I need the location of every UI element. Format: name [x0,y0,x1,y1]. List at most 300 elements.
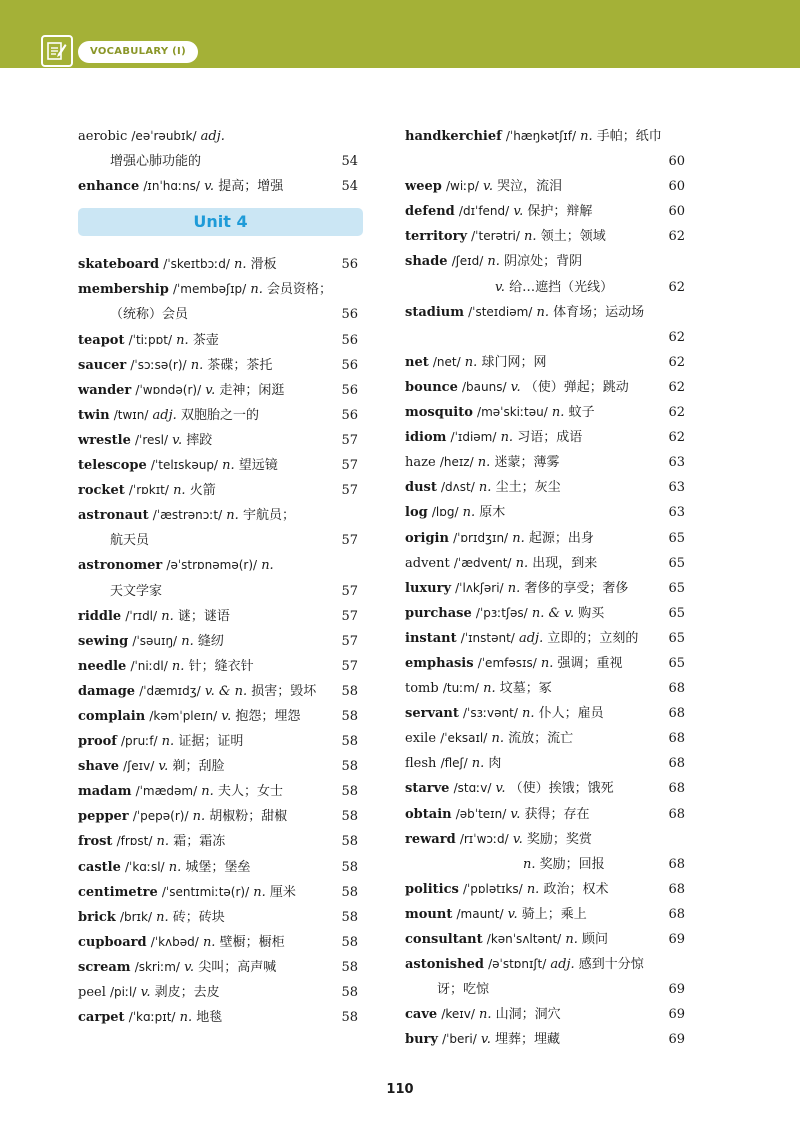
vocab-entry [78,629,363,654]
headword: bounce [405,379,458,395]
definition: 山洞；洞穴 [495,1007,561,1023]
phonetic: /əbˈteɪn/ [455,806,507,821]
definition: 骑上；乘上 [521,906,587,922]
part-of-speech: n. [261,558,274,574]
page-header-band [0,0,800,68]
vocab-entry-continuation [78,302,363,327]
phonetic: /ˈkʌbəd/ [150,934,199,949]
page-ref: 69 [668,982,685,998]
vocab-entry [405,475,690,500]
vocab-entry [405,902,690,927]
phonetic: /ʃeɪd/ [451,254,484,269]
headword: flesh [405,756,437,772]
definition: 流放；流亡 [508,731,574,747]
phonetic: /bauns/ [462,379,507,394]
vocab-entry [78,955,363,980]
part-of-speech: n. [507,580,521,596]
page-ref: 57 [341,483,358,499]
headword: shave [78,759,120,775]
headword: complain [78,708,146,724]
vocab-entry [78,174,363,199]
part-of-speech: n. [478,480,492,496]
phonetic: /wiːp/ [445,179,479,194]
definition: 霜；霜冻 [173,834,226,850]
part-of-speech: n. [526,881,540,897]
part-of-speech: adj. [518,630,544,646]
page-number: 110 [386,1082,414,1097]
headword: weep [405,179,442,195]
page-ref: 58 [341,859,358,875]
page-ref: 68 [668,681,685,697]
part-of-speech: n. [181,633,194,649]
definition: 缝纫 [197,633,224,649]
vocab-entry [405,877,690,902]
definition: 抱怨；埋怨 [235,708,301,724]
headword: haze [405,455,436,471]
part-of-speech: n. [222,458,235,474]
phonetic: /ˈsɜːvənt/ [463,706,518,721]
definition: 增强心肺功能的 [110,154,202,170]
phonetic: /ˈeksaɪl/ [440,731,488,746]
definition: 习语；成语 [517,430,583,446]
phonetic: /ˈrɒkɪt/ [128,483,169,498]
definition: 砖；砖块 [172,909,225,925]
page-ref: 56 [341,382,358,398]
part-of-speech: v. [221,708,232,724]
vocab-entry [78,980,363,1005]
definition: 仆人；雇员 [538,706,604,722]
part-of-speech: n. [524,229,537,245]
headword: consultant [405,932,483,947]
page-ref: 57 [341,608,358,624]
vocab-entry [405,350,690,375]
page-ref: 63 [668,505,685,521]
definition: 起源；出身 [528,530,594,546]
headword: defend [405,204,455,220]
part-of-speech: n. [234,257,247,273]
definition: 胡椒粉；甜椒 [209,809,288,825]
vocab-entry [78,453,363,478]
definition: 奖励；回报 [539,856,605,872]
definition: 针；缝衣针 [188,658,254,674]
page-ref: 68 [668,881,685,897]
part-of-speech: n. [464,354,478,370]
page-ref: 62 [668,229,685,245]
definition: 摔跤 [186,432,213,448]
page-ref: 69 [668,932,685,947]
vocab-entry [78,553,363,578]
part-of-speech: v. [513,204,524,220]
vocab-entry [78,754,363,779]
definition: 出现，到来 [532,555,598,571]
vocab-entry-continuation [405,149,690,174]
page-ref: 60 [668,204,685,220]
page-ref: 63 [668,455,685,471]
headword: aerobic [78,129,128,144]
vocab-entry [405,1002,690,1027]
vocab-entry [78,905,363,930]
part-of-speech: n. [190,357,204,373]
definition: 坟墓；冢 [499,681,552,697]
headword: brick [78,909,116,925]
definition: 剥皮；去皮 [154,985,220,1000]
headword: territory [405,229,467,245]
definition: 尘土；灰尘 [495,480,561,496]
part-of-speech: v. [480,1032,491,1048]
vocab-entry [78,604,363,629]
definition: 立即的；立刻的 [547,630,639,646]
part-of-speech: n. [201,784,214,800]
page-ref: 60 [668,179,685,195]
page-ref: 68 [668,856,685,872]
vocab-entry [405,601,690,626]
page-ref: 68 [668,731,685,747]
page-ref: 58 [341,784,358,800]
definition: 地毯 [196,1010,223,1026]
phonetic: /ˈɪnstənt/ [460,630,515,645]
part-of-speech: n. [462,505,476,521]
unit-heading-band [78,208,363,236]
definition: 感到十分惊 [578,957,644,973]
part-of-speech: n. [176,332,189,348]
phonetic: /ˈɒrɪdʒɪn/ [453,530,509,545]
headword: politics [405,881,459,897]
definition: 购买 [578,605,605,621]
right-column [405,124,690,1052]
page-ref: 57 [341,533,358,549]
vocab-entry [405,400,690,425]
part-of-speech: n. [161,734,175,750]
headword: exile [405,731,437,747]
phonetic: /kəmˈpleɪn/ [149,708,218,723]
definition: 迷蒙；薄雾 [494,455,560,471]
part-of-speech: v. & n. [204,683,248,699]
definition: 强调；重视 [557,655,623,671]
vocab-entry-continuation [405,977,690,1002]
vocab-entry [405,651,690,676]
part-of-speech: n. [536,304,549,320]
part-of-speech: n. [161,608,174,624]
definition: 望远镜 [238,458,278,474]
page-ref: 68 [668,806,685,822]
headword: astronomer [78,558,163,574]
definition: 航天员 [110,533,150,549]
page-ref: 65 [668,630,685,646]
phonetic: /ˈpɜːtʃəs/ [475,605,528,620]
vocab-entry [78,277,363,302]
part-of-speech: v. [184,959,195,975]
page-ref: 62 [668,329,685,345]
page-ref: 58 [341,708,358,724]
page-ref: 58 [341,884,358,900]
definition: 走神；闲逛 [219,382,285,398]
left-column [78,124,363,1030]
headword: dust [405,480,437,496]
part-of-speech: v. [510,806,521,822]
phonetic: /dʌst/ [441,480,475,495]
vocab-entry [78,353,363,378]
phonetic: /ˈdæmɪdʒ/ [139,683,201,698]
definition: 壁橱；橱柜 [219,934,285,950]
headword: shade [405,254,448,270]
page-ref: 58 [341,985,358,1000]
page-ref: 58 [341,759,358,775]
definition: （统称）会员 [110,307,189,323]
part-of-speech: n. [179,1010,193,1026]
definition: 会员资格； [267,282,333,298]
definition: 手帕；纸巾 [596,129,662,144]
definition: 原木 [479,505,506,521]
page-ref: 54 [341,154,358,170]
vocab-entry [78,855,363,880]
phonetic: /ˈpɒlətɪks/ [462,881,523,896]
vocab-entry [405,726,690,751]
page-ref: 62 [668,430,685,446]
part-of-speech: n. [192,809,206,825]
vocab-entry-continuation [405,852,690,877]
phonetic: /frɒst/ [116,834,153,849]
part-of-speech: n. [202,934,216,950]
page-ref: 56 [341,357,358,373]
vocab-entry [405,375,690,400]
definition: 讶；吃惊 [437,982,490,998]
page-ref: 63 [668,480,685,496]
phonetic: /ˈemfəsɪs/ [477,655,537,670]
vocab-entry-continuation [405,325,690,350]
phonetic: /ˈsentɪmiːtə(r)/ [161,884,250,899]
phonetic: /ˈsəuɪŋ/ [132,633,178,648]
phonetic: /ˈædvent/ [453,555,512,570]
part-of-speech: n. [540,655,554,671]
definition: 阴凉处；背阴 [504,254,583,270]
definition: （使）弹起；跳动 [524,379,629,395]
definition: 滑板 [250,257,277,273]
definition: 火箭 [189,483,216,499]
phonetic: /ˈmembəʃɪp/ [172,282,247,297]
definition: 剃；刮脸 [172,759,225,775]
page-ref: 57 [341,432,358,448]
part-of-speech: n. [580,129,593,144]
part-of-speech: n. [253,884,266,900]
part-of-speech: v. [140,985,151,1000]
vocab-entry [405,827,690,852]
phonetic: /fleʃ/ [440,756,468,771]
part-of-speech: n. [477,455,491,471]
part-of-speech: v. [158,759,169,775]
headword: teapot [78,332,125,348]
definition: 保护；辩解 [527,204,593,220]
page-ref: 62 [668,279,685,295]
headword: astonished [405,957,484,973]
page-ref: 58 [341,959,358,975]
headword: skateboard [78,257,160,273]
definition: 哭泣，流泪 [497,179,563,195]
headword: obtain [405,806,452,822]
page-ref: 65 [668,530,685,546]
headword: pepper [78,809,129,825]
definition: 尖叫；高声喊 [198,959,277,975]
vocab-entry [78,679,363,704]
part-of-speech: v. [172,432,183,448]
vocab-entry [78,880,363,905]
part-of-speech: adj. [152,407,177,423]
part-of-speech: v. [204,179,215,195]
phonetic: /ˈtelɪskəup/ [150,458,218,473]
phonetic: /rɪˈwɔːd/ [459,831,509,846]
headword: riddle [78,608,122,624]
vocab-entry [78,428,363,453]
vocab-entry [78,478,363,503]
page-ref: 57 [341,658,358,674]
headword: tomb [405,681,439,697]
phonetic: /məˈskiːtəu/ [477,405,548,420]
phonetic: /maunt/ [456,906,504,921]
page-ref: 60 [668,154,685,170]
headword: rocket [78,483,125,499]
headword: net [405,354,429,370]
phonetic: /stɑːv/ [453,781,492,796]
headword: frost [78,834,113,850]
page-ref: 57 [341,633,358,649]
definition: 茶碟；茶托 [207,357,273,373]
phonetic: /twɪn/ [113,407,149,422]
headword: telescope [78,458,147,474]
vocab-entry [78,804,363,829]
phonetic: /ˈpepə(r)/ [132,809,189,824]
definition: 给…遮挡（光线） [509,279,614,295]
part-of-speech: n. [156,834,170,850]
headword: astronaut [78,508,149,524]
phonetic: /ˈlʌkʃəri/ [455,580,504,595]
vocab-entry [405,927,690,952]
vocab-entry-continuation [405,275,690,300]
definition: 肉 [488,756,502,772]
definition: 奖励；奖赏 [526,831,592,847]
headword: twin [78,407,110,423]
definition: 获得；存在 [524,806,590,822]
vocab-entry [405,249,690,274]
part-of-speech: v. [507,906,518,922]
headword: reward [405,831,456,847]
entries-right [405,124,690,1052]
phonetic: /heɪz/ [439,455,474,470]
vocab-entry [405,174,690,199]
phonetic: /keɪv/ [441,1007,475,1022]
vocab-entry [405,952,690,977]
vocab-entry [78,779,363,804]
headword: centimetre [78,884,158,900]
headword: needle [78,658,127,674]
part-of-speech: n. [173,483,186,499]
phonetic: /lɒg/ [431,505,459,520]
definition: 谜；谜语 [177,608,230,624]
page-ref: 58 [341,934,358,950]
page-ref: 65 [668,555,685,571]
phonetic: /ˈɪdiəm/ [450,430,497,445]
headword: cupboard [78,934,147,950]
phonetic: /ˈwɒndə(r)/ [135,382,202,397]
definition: 球门网；网 [481,354,547,370]
part-of-speech: n. [512,530,525,546]
headword: carpet [78,1010,125,1026]
phonetic: /ˈhæŋkətʃɪf/ [505,129,576,143]
headword: mosquito [405,405,473,421]
phonetic: /dɪˈfend/ [458,204,510,219]
vocab-entry [78,729,363,754]
headword: starve [405,781,450,797]
phonetic: /ˈmædəm/ [135,784,198,799]
definition: 体育场；运动场 [553,304,645,320]
vocab-entry [405,500,690,525]
page-ref: 58 [341,683,358,699]
phonetic: /ˈresl/ [135,432,169,447]
headword: sewing [78,633,129,649]
vocab-entry [405,224,690,249]
phonetic: /brɪk/ [119,909,152,924]
headword: damage [78,683,136,699]
unit-heading: Unit 4 [193,212,248,232]
headword: proof [78,734,117,750]
phonetic: /ˈsteɪdiəm/ [468,304,533,319]
headword: origin [405,530,449,546]
vocab-entry-continuation [78,528,363,553]
vocab-entry [405,802,690,827]
headword: madam [78,784,132,800]
part-of-speech: adj. [550,957,575,973]
definition: 天文学家 [110,583,163,599]
headword: bury [405,1032,438,1048]
page-ref: 54 [341,179,358,195]
definition: 茶壶 [192,332,219,348]
vocab-entry [78,1005,363,1030]
headword: peel [78,985,106,1000]
phonetic: /pruːf/ [121,734,158,749]
vocab-entry [405,551,690,576]
vocab-entry [405,751,690,776]
vocab-entry [405,626,690,651]
vocab-entry [405,676,690,701]
definition: （使）挨饿；饿死 [509,781,614,797]
headword: mount [405,906,453,922]
page-ref: 68 [668,706,685,722]
definition: 奢侈的享受；奢侈 [524,580,629,596]
definition: 损害；毁坏 [251,683,317,699]
part-of-speech: adj. [200,129,225,144]
page-ref: 57 [341,458,358,474]
page-ref: 56 [341,307,358,323]
page-ref: 57 [341,583,358,599]
page-ref: 68 [668,781,685,797]
definition: 宇航员； [242,508,295,524]
part-of-speech: n. [551,405,565,421]
vocab-entry [78,930,363,955]
vocab-entry [405,776,690,801]
vocab-entry [405,576,690,601]
vocab-entry-continuation [78,579,363,604]
part-of-speech: v. [495,781,506,797]
definition: 城堡；堡垒 [185,859,251,875]
phonetic: /ˈkɑːpɪt/ [128,1010,176,1025]
headword: emphasis [405,655,474,671]
page-ref: 62 [668,379,685,395]
entries-unit-4 [78,252,363,1030]
definition: 埋葬；埋藏 [494,1032,560,1048]
phonetic: /net/ [432,354,461,369]
page-ref: 56 [341,332,358,348]
phonetic: /ˈskeɪtbɔːd/ [163,257,230,272]
definition: 证据；证明 [178,734,244,750]
phonetic: /ˈterətri/ [471,229,520,244]
